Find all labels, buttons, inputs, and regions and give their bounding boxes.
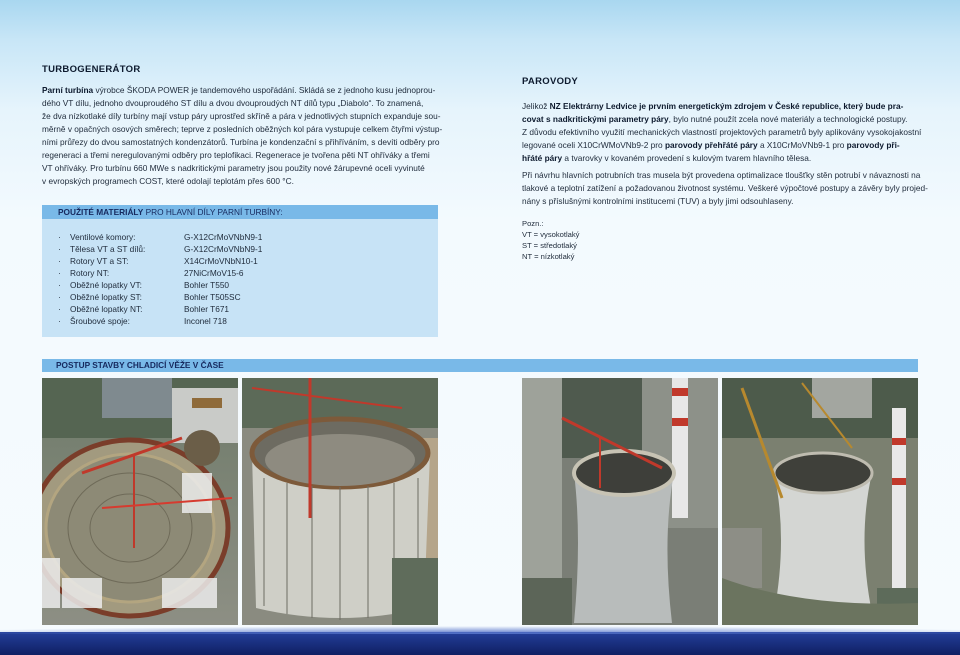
material-value: Inconel 718 <box>184 316 227 326</box>
bullet: · <box>58 280 61 290</box>
note-vt: VT = vysokotlaký <box>522 230 580 239</box>
parovody-heading: PAROVODY <box>522 76 579 87</box>
material-label: Ventilové komory: <box>70 232 136 242</box>
parovody-l4d: parovody při- <box>846 140 900 150</box>
materials-heading-rest: PRO HLAVNÍ DÍLY PARNÍ TURBÍNY: <box>143 207 283 217</box>
tower-photo-2 <box>242 378 438 625</box>
turbo-line-4: měrně v opačných osových směrech; teprve z posledních oběžných kol pára vystupuje celkem čtyřmi výstup- <box>42 124 443 134</box>
material-label: Tělesa VT a ST dílů: <box>70 244 146 254</box>
turbo-line-7: VT ohříváky. Pro turbínu 660 MWe s nadkritickými parametry jsou použity nové žárupevné oceli vyvinuté <box>42 163 425 173</box>
parovody-l2c: , bylo nutné použít zcela nové materiály a technologické postupy. <box>668 114 908 124</box>
turbo-heading: TURBOGENERÁTOR <box>42 64 141 75</box>
parovody-text-2 <box>522 169 928 208</box>
parovody-l2b: covat s nadkritickými parametry páry <box>522 114 669 124</box>
tower-photo-4 <box>722 378 918 625</box>
turbo-line-5: ními průřezy do dvou samostatných kondenzátorů. Turbína je kondenzační s přihříváním, s devíti odběry pro <box>42 137 440 147</box>
material-value: Bohler T671 <box>184 304 230 314</box>
bullet: · <box>58 256 61 266</box>
material-row <box>58 267 244 279</box>
material-value: 27NiCrMoV15-6 <box>184 268 244 278</box>
note-nt: NT = nízkotlaký <box>522 252 575 261</box>
bullet: · <box>58 304 61 314</box>
material-value: G-X12CrMoVNbN9-1 <box>184 244 263 254</box>
abbrev-note <box>522 218 579 262</box>
parovody-l4b: parovody přehřáté páry <box>664 140 758 150</box>
parovody-p2-l1: Při návrhu hlavních potrubních tras musela být provedena optimalizace tloušťky stěn potrubí v návaznosti na <box>522 170 921 180</box>
tower-photo-1 <box>42 378 238 625</box>
parovody-p2-l2: tlakové a teplotní zatížení a požadovanou životnost systému. Veškeré výpočtové postupy a závěry byly projed- <box>522 183 928 193</box>
cooling-tower-heading: POSTUP STAVBY CHLADICÍ VĚŽE V ČASE <box>42 359 918 372</box>
parovody-l5b: hřáté páry <box>522 153 563 163</box>
material-label: Oběžné lopatky NT: <box>70 304 143 314</box>
note-st: ST = středotlaký <box>522 241 577 250</box>
turbine-label: Parní turbína <box>42 85 94 95</box>
parovody-l4c: a X10CrMoVNb9-1 pro <box>757 140 847 150</box>
bullet: · <box>58 232 61 242</box>
material-value: Bohler T505SC <box>184 292 241 302</box>
bullet: · <box>58 316 61 326</box>
material-value: G-X12CrMoVNbN9-1 <box>184 232 263 242</box>
bullet: · <box>58 268 61 278</box>
parovody-l1a: Jelikož <box>522 101 550 111</box>
tower-photo-3 <box>522 378 718 625</box>
material-label: Rotory VT a ST: <box>70 256 129 266</box>
parovody-l5c: a tvarovky v kovaném provedení s kulovým tvarem hlavního tělesa. <box>562 153 812 163</box>
materials-heading <box>42 205 438 219</box>
material-label: Rotory NT: <box>70 268 110 278</box>
turbo-line-2: dého VT dílu, jednoho dvouproudého ST dílu a dvou dvouproudých NT dílů typu „Diabolo“. To znamená, <box>42 98 424 108</box>
parovody-p2-l3: nány s příslušnými kontrolními institucemi (TUV) a byly jimi odsouhlaseny. <box>522 196 794 206</box>
turbo-line-6: regeneraci a třemi neregulovanými odběry pro teplofikaci. Regenerace je tvořena pěti NT ohříváky a třemi <box>42 150 430 160</box>
materials-box <box>42 205 438 337</box>
bullet: · <box>58 292 61 302</box>
materials-heading-bold: POUŽITÉ MATERIÁLY <box>58 207 144 217</box>
material-row <box>58 279 230 291</box>
turbo-line-8: v evropských programech COST, které odolají teplotám přes 600 °C. <box>42 176 294 186</box>
material-row <box>58 303 230 315</box>
material-row <box>58 291 241 303</box>
parovody-text <box>522 100 922 165</box>
material-label: Oběžné lopatky VT: <box>70 280 142 290</box>
material-row <box>58 243 263 255</box>
turbo-line-3: že dva nízkotlaké díly turbíny mají vstup páry uprostřed skříně a pára v jednotlivých stupních expanduje sou- <box>42 111 441 121</box>
material-label: Šroubové spoje: <box>70 316 130 326</box>
bottom-band <box>0 632 960 655</box>
material-label: Oběžné lopatky ST: <box>70 292 142 302</box>
bullet: · <box>58 244 61 254</box>
material-row <box>58 231 263 243</box>
parovody-l4a: legované oceli X10CrWMoVNb9-2 pro <box>522 140 665 150</box>
turbo-text <box>42 84 442 188</box>
parovody-l3: Z důvodu efektivního využití mechanických vlastností projektových parametrů byly aplikovány vysokojakostní <box>522 127 922 137</box>
material-value: X14CrMoVNbN10-1 <box>184 256 258 266</box>
turbo-line-1: výrobce ŠKODA POWER je tandemového uspořádání. Skládá se z jednoho kusu jednoprou- <box>95 85 436 95</box>
note-title: Pozn.: <box>522 219 544 228</box>
material-row <box>58 255 258 267</box>
material-value: Bohler T550 <box>184 280 230 290</box>
material-row <box>58 315 227 327</box>
parovody-l1b: NZ Elektrárny Ledvice je prvním energetickým zdrojem v České republice, který bude pra- <box>549 101 904 111</box>
